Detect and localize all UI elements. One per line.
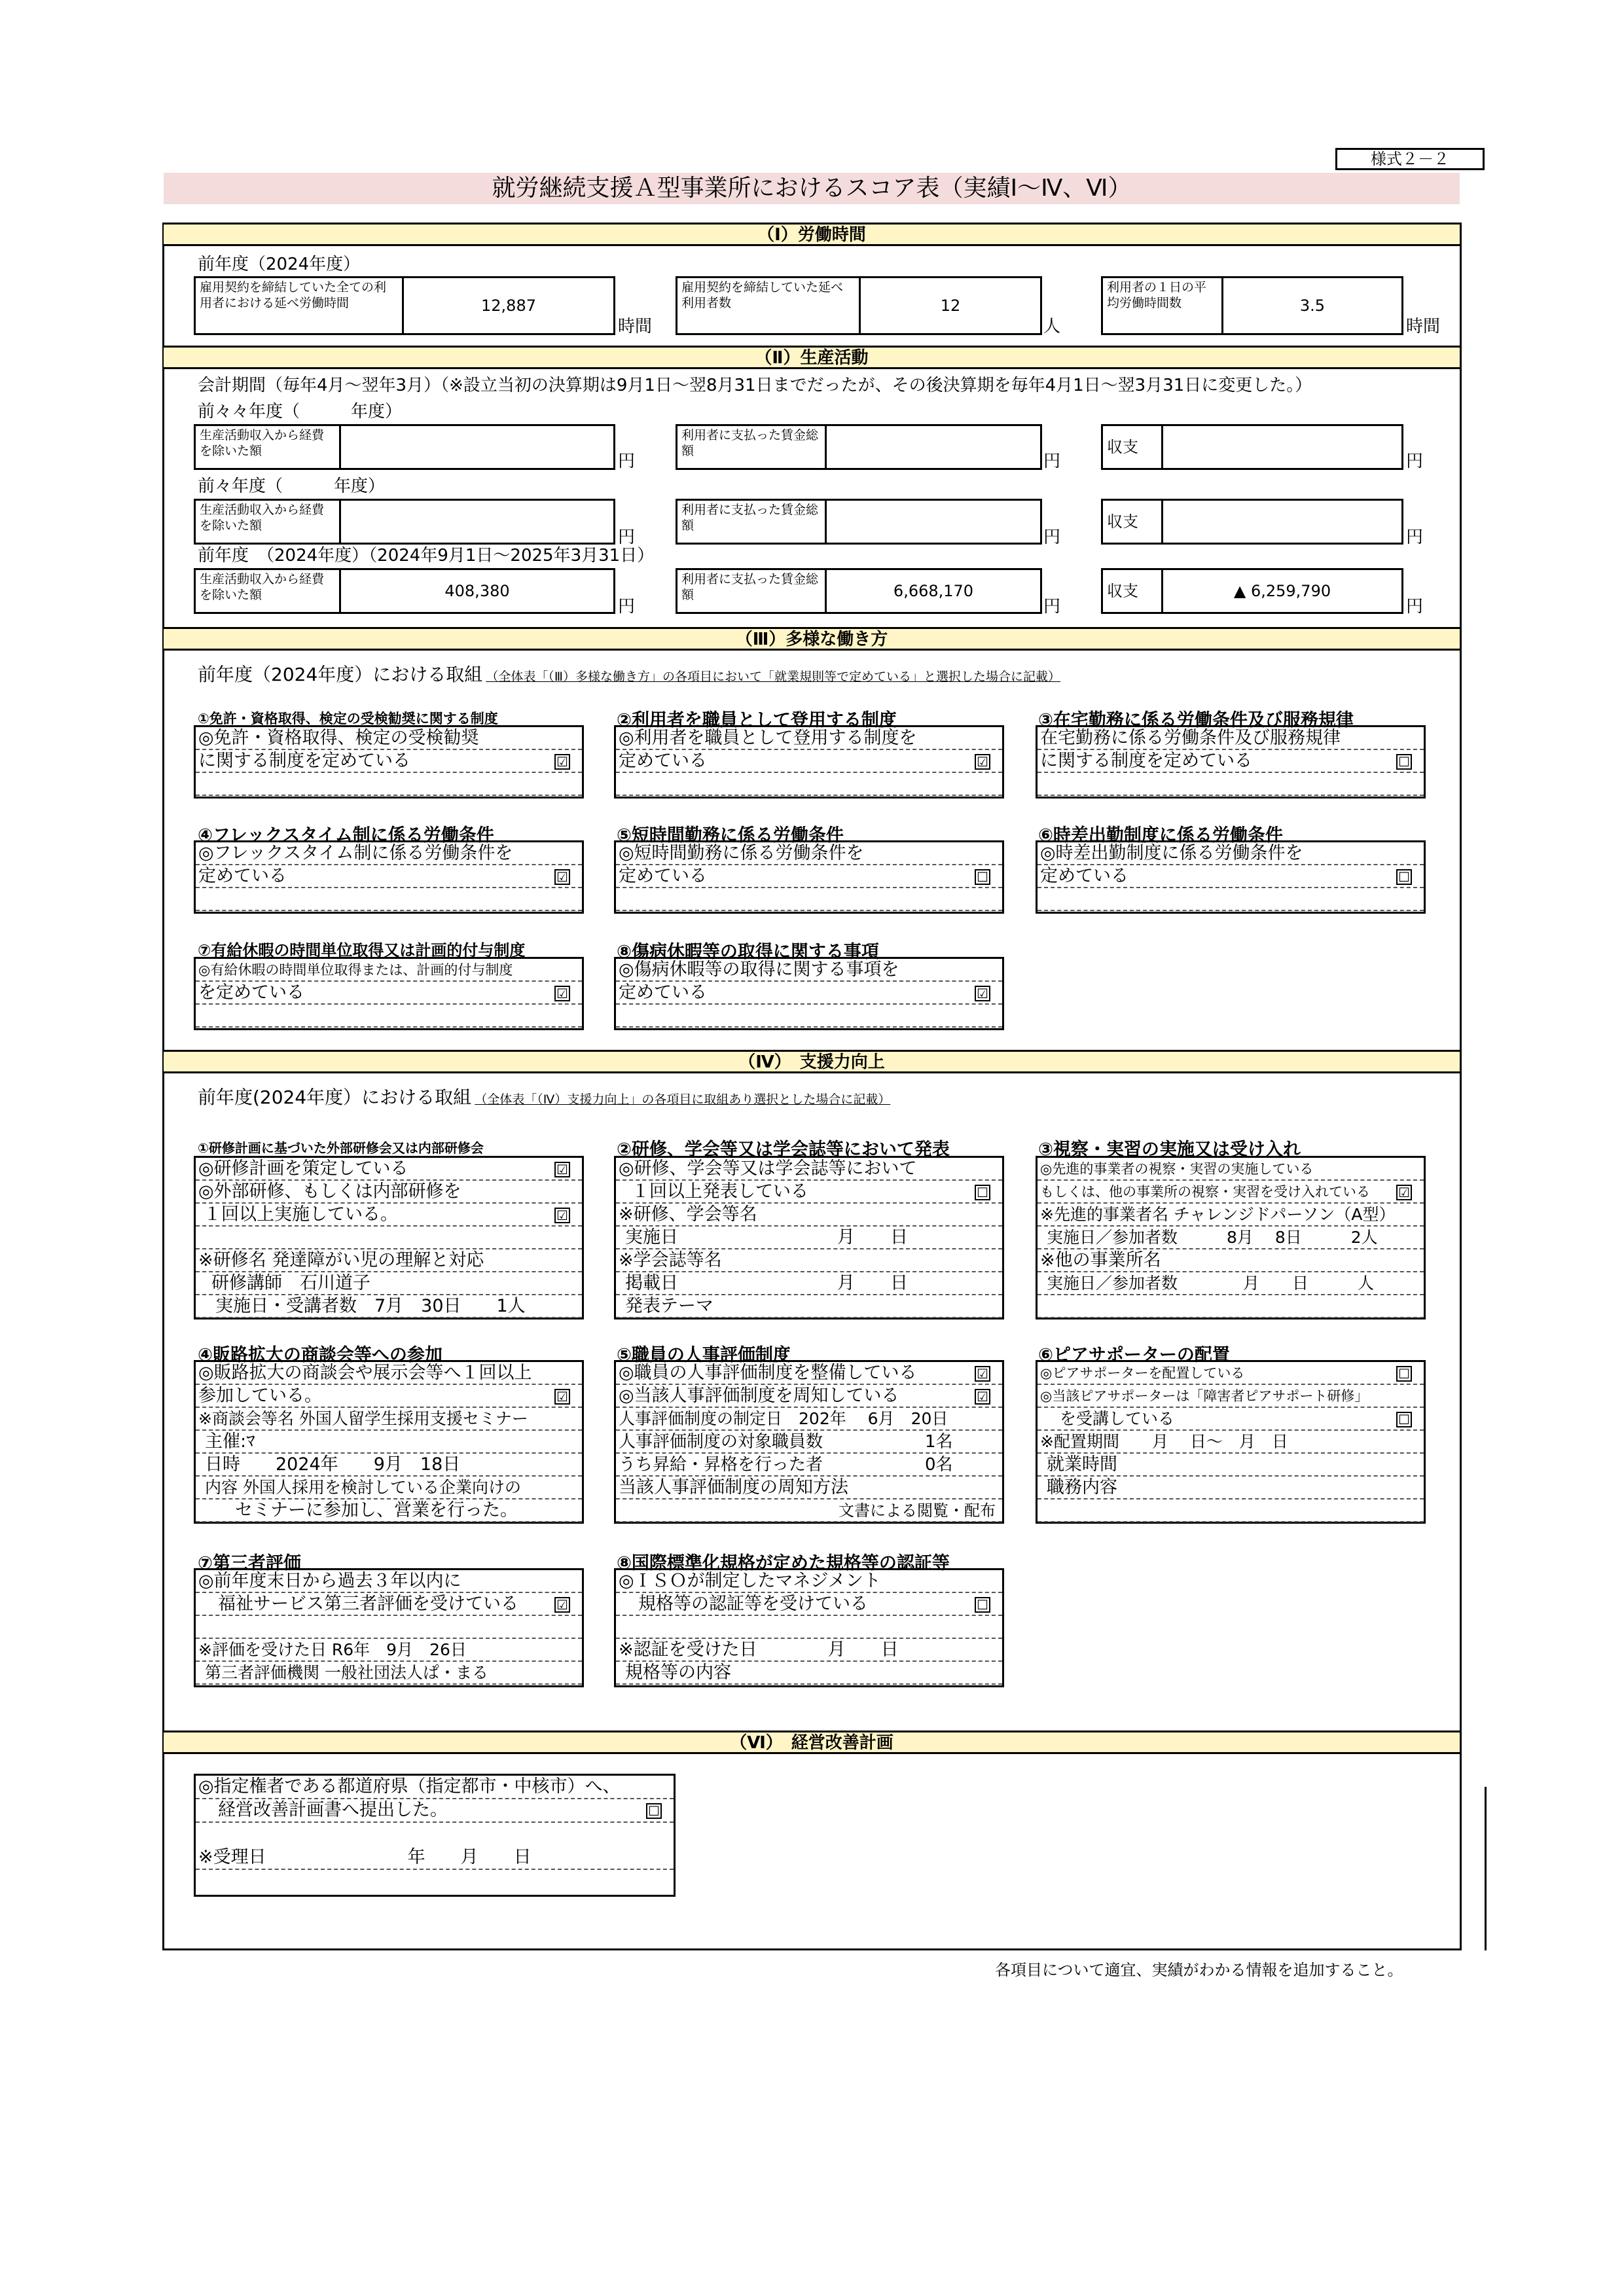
section-1-header: （Ⅰ）労働時間 — [164, 223, 1460, 246]
s3-intro-text: 前年度（2024年度）における取組 — [198, 664, 483, 685]
s2-row3-year: 前年度 （2024年度）（2024年9月1日～2025年3月31日） — [198, 546, 655, 565]
s4-c4-l1: ◎販路拡大の商談会や展示会等へ１回以上 — [196, 1362, 582, 1385]
s4-c2-l2-text: １回以上発表している — [632, 1181, 808, 1202]
s4-c2-l3: ※研修、学会等名 — [616, 1204, 1002, 1227]
checkbox[interactable]: ☐ — [975, 1597, 990, 1613]
s3-item3-line2 — [1038, 750, 1424, 773]
s3-item2 — [614, 725, 1004, 798]
s4-c5-l3: 人事評価制度の制定日 202年 6月 20日 — [616, 1408, 1002, 1431]
s3-item6-line3 — [1038, 888, 1424, 911]
s4-c7-l4: ※評価を受けた日 R6年 9月 26日 — [196, 1639, 582, 1662]
s4-c8 — [614, 1568, 1004, 1687]
s4-c6-l7 — [1038, 1499, 1424, 1522]
s4-c5-l2 — [616, 1385, 1002, 1408]
s3-item1-line2 — [196, 750, 582, 773]
s4-c4-l7: セミナーに参加し、営業を行った。 — [196, 1499, 582, 1522]
s3-item2-line2 — [616, 750, 1002, 773]
s4-c7 — [194, 1568, 584, 1687]
checkbox[interactable]: ☑ — [975, 754, 990, 770]
s4-c5-l7: 文書による閲覧・配布 — [616, 1499, 1002, 1522]
s4-c5-l1 — [616, 1362, 1002, 1385]
s4-c4-l2 — [196, 1385, 582, 1408]
checkbox[interactable]: ☐ — [1396, 754, 1412, 770]
s1-unit-hours: 時間 — [618, 317, 653, 336]
s1-avg-hours-value: 3.5 — [1299, 296, 1326, 315]
s4-c6-l2: ◎当該ピアサポーターは「障害者ピアサポート研修」 — [1038, 1385, 1424, 1408]
s3-item6-line2 — [1038, 865, 1424, 888]
s4-c1-l3 — [196, 1204, 582, 1227]
s3-item1-line3 — [196, 773, 582, 796]
s3-item7-line3 — [196, 1005, 582, 1028]
s3-item4-line3 — [196, 888, 582, 911]
s3-item6-title: ⑥時差出勤制度に係る労働条件 — [1038, 825, 1283, 846]
s3-item4-line2-text: 定めている — [198, 866, 287, 886]
s4-c4-title: ④販路拡大の商談会等への参加 — [198, 1345, 442, 1365]
s4-c6-l4: ※配置期間 月 日～ 月 日 — [1038, 1431, 1424, 1454]
s2-row3-wages — [676, 568, 1042, 614]
s3-item4-line1: ◎フレックスタイム制に係る労働条件を — [196, 842, 582, 865]
yen-unit: 円 — [1043, 528, 1061, 547]
s4-c5-l6: 当該人事評価制度の周知方法 — [616, 1477, 1002, 1499]
s3-item8-line2 — [616, 982, 1002, 1005]
s2-income-label: 生産活動収入から経費を除いた額 — [196, 426, 341, 468]
s6-l4: ※受理日 年 月 日 — [196, 1846, 674, 1870]
s3-item2-line2-text: 定めている — [619, 751, 707, 771]
s6-l3 — [196, 1823, 674, 1846]
page-title: 就労継続支援Ａ型事業所におけるスコア表（実績Ⅰ～Ⅳ、Ⅵ） — [164, 173, 1460, 204]
yen-unit: 円 — [618, 528, 636, 547]
s4-c4-l2-text: 参加している。 — [198, 1386, 322, 1406]
checkbox[interactable]: ☑ — [554, 1389, 570, 1405]
s4-c2-l1: ◎研修、学会等又は学会誌等において — [616, 1158, 1002, 1181]
section-4-header: （Ⅳ） 支援力向上 — [164, 1050, 1460, 1073]
s4-c6-l1 — [1038, 1362, 1424, 1385]
s4-c1-l6: 研修講師 石川道子 — [196, 1272, 582, 1295]
s3-item8 — [614, 957, 1004, 1030]
yen-unit: 円 — [1406, 528, 1424, 547]
s3-intro — [198, 664, 1060, 686]
yen-unit: 円 — [1043, 597, 1061, 617]
s4-c3-l1: ◎先進的事業者の視察・実習の実施している — [1038, 1158, 1424, 1181]
s3-item5 — [614, 840, 1004, 914]
section-6-header: （Ⅵ） 経営改善計画 — [164, 1731, 1460, 1754]
s1-users-value: 12 — [940, 296, 961, 315]
s4-c8-l5: 規格等の内容 — [616, 1662, 1002, 1685]
s4-c5-title: ⑤職員の人事評価制度 — [617, 1345, 791, 1365]
s1-total-hours-value: 12,887 — [481, 296, 536, 315]
checkbox[interactable]: ☑ — [554, 869, 570, 885]
s4-c6-l6: 職務内容 — [1038, 1477, 1424, 1499]
s4-c7-l5: 第三者評価機関 一般社団法人ぱ・まる — [196, 1662, 582, 1685]
s2-row1-wages-value — [827, 426, 1040, 468]
s4-c5 — [614, 1360, 1004, 1524]
s4-c7-l1: ◎前年度末日から過去３年以内に — [196, 1570, 582, 1593]
s4-c4-l3: ※商談会等名 外国人留学生採用支援セミナー — [196, 1408, 582, 1431]
s1-total-hours — [194, 276, 615, 335]
s6-l2 — [196, 1799, 674, 1823]
s4-c1-l3-text: １回以上実施している。 — [204, 1204, 398, 1225]
checkbox[interactable]: ☑ — [554, 1597, 570, 1613]
s4-c8-l2-text: 規格等の認証等を受けている — [638, 1594, 868, 1614]
s4-c4-l4: 主催:ﾏ — [196, 1431, 582, 1454]
s4-c8-l2 — [616, 1593, 1002, 1616]
s3-item1-line1: ◎免許・資格取得、検定の受検勧奨 — [196, 727, 582, 750]
form-code: 様式２－２ — [1335, 148, 1485, 170]
section-2-header: （Ⅱ）生産活動 — [164, 346, 1460, 369]
s2-row3-wages-value: 6,668,170 — [893, 582, 974, 600]
s3-item7 — [194, 957, 584, 1030]
footer-note: 各項目について適宜、実績がわかる情報を追加すること。 — [995, 1961, 1403, 1979]
checkbox[interactable]: ☐ — [646, 1803, 662, 1819]
s4-c1-l4 — [196, 1227, 582, 1249]
s4-c6-l1-text: ◎ピアサポーターを配置している — [1040, 1365, 1245, 1381]
s3-item7-line1: ◎有給休暇の時間単位取得または、計画的付与制度 — [196, 959, 582, 982]
s2-period: 会計期間（毎年4月～翌年3月）（※設立当初の決算期は9月1日～翌8月31日までだったが、その後決算期を毎年4月1日～翌3月31日に変更した。） — [198, 376, 1312, 395]
s4-c5-l2-text: ◎当該人事評価制度を周知している — [619, 1386, 899, 1406]
s1-total-hours-label: 雇用契約を締結していた全ての利用者における延べ労働時間 — [196, 278, 404, 333]
s4-c1-l7: 実施日・受講者数 7月 30日 1人 — [196, 1295, 582, 1318]
s3-item1 — [194, 725, 584, 798]
s2-balance-label: 収支 — [1103, 426, 1163, 468]
s3-item7-line2-text: を定めている — [198, 982, 304, 1003]
s4-c2-l6: 掲載日 月 日 — [616, 1272, 1002, 1295]
checkbox[interactable]: ☑ — [1396, 1185, 1412, 1200]
section-3-header: （Ⅲ）多様な働き方 — [164, 627, 1460, 651]
s4-c2 — [614, 1156, 1004, 1319]
s4-c6-l3 — [1038, 1408, 1424, 1431]
s3-item6 — [1036, 840, 1426, 914]
s3-item8-line1: ◎傷病休暇等の取得に関する事項を — [616, 959, 1002, 982]
s4-c6-l5: 就業時間 — [1038, 1454, 1424, 1477]
s4-c6-title: ⑥ピアサポーターの配置 — [1038, 1345, 1230, 1365]
checkbox[interactable]: ☑ — [554, 754, 570, 770]
s4-c5-l4: 人事評価制度の対象職員数 1名 — [616, 1431, 1002, 1454]
s3-item8-line3 — [616, 1005, 1002, 1028]
s4-c5-l5: うち昇給・昇格を行った者 0名 — [616, 1454, 1002, 1477]
s3-item4 — [194, 840, 584, 914]
s6-l1: ◎指定権者である都道府県（指定都市・中核市）へ、 — [196, 1776, 674, 1799]
s1-users-label: 雇用契約を締結していた延べ利用者数 — [677, 278, 861, 333]
s4-c5-l1-text: ◎職員の人事評価制度を整備している — [619, 1363, 917, 1383]
s3-item3-line2-text: に関する制度を定めている — [1040, 751, 1252, 771]
s3-item8-title: ⑧傷病休暇等の取得に関する事項 — [617, 942, 879, 962]
checkbox[interactable]: ☑ — [975, 1366, 990, 1382]
s4-c7-title: ⑦第三者評価 — [198, 1553, 301, 1573]
s4-c1-l2: ◎外部研修、もしくは内部研修を — [196, 1181, 582, 1204]
s4-c3-l6: 実施日／参加者数 月 日 人 — [1038, 1272, 1424, 1295]
s4-c2-l4: 実施日 月 日 — [616, 1227, 1002, 1249]
s4-c1 — [194, 1156, 584, 1319]
s3-item3-title: ③在宅勤務に係る労働条件及び服務規律 — [1038, 710, 1354, 730]
s3-item6-line2-text: 定めている — [1040, 866, 1128, 886]
checkbox[interactable]: ☐ — [975, 869, 990, 885]
right-margin-line — [1485, 1787, 1487, 1950]
s2-row1-year: 前々々年度（ 年度） — [198, 402, 403, 422]
s3-item5-line1: ◎短時間勤務に係る労働条件を — [616, 842, 1002, 865]
s2-row1-income — [194, 424, 615, 470]
s2-income-label: 生産活動収入から経費を除いた額 — [196, 570, 341, 612]
s2-row1-balance — [1101, 424, 1403, 470]
yen-unit: 円 — [618, 597, 636, 617]
s4-c8-l1: ◎ＩＳＯが制定したマネジメント — [616, 1570, 1002, 1593]
s1-users — [676, 276, 1042, 335]
s1-avg-hours — [1101, 276, 1403, 335]
s3-item7-title: ⑦有給休暇の時間単位取得又は計画的付与制度 — [198, 941, 526, 960]
s4-c1-l5: ※研修名 発達障がい児の理解と対応 — [196, 1249, 582, 1272]
s3-item2-line1: ◎利用者を職員として登用する制度を — [616, 727, 1002, 750]
yen-unit: 円 — [1406, 597, 1424, 617]
s2-balance-label: 収支 — [1103, 501, 1163, 543]
s4-c6-l3-text: を受講している — [1060, 1409, 1175, 1428]
checkbox[interactable]: ☐ — [1396, 1412, 1412, 1427]
yen-unit: 円 — [1406, 452, 1424, 471]
s3-item2-title: ②利用者を職員として登用する制度 — [617, 710, 897, 730]
checkbox[interactable]: ☐ — [1396, 869, 1412, 885]
s2-wages-label: 利用者に支払った賃金総額 — [677, 570, 827, 612]
s3-item3 — [1036, 725, 1426, 798]
s3-item5-line2-text: 定めている — [619, 866, 707, 886]
checkbox[interactable]: ☑ — [554, 986, 570, 1001]
s4-c4 — [194, 1360, 584, 1524]
s4-c2-l7: 発表テーマ — [616, 1295, 1002, 1318]
s4-c1-l1 — [196, 1158, 582, 1181]
s2-row3-income-value: 408,380 — [444, 582, 510, 600]
s2-row3-income — [194, 568, 615, 614]
s4-c2-l2 — [616, 1181, 1002, 1204]
s4-c1-l1-text: ◎研修計画を策定している — [198, 1158, 408, 1179]
s2-row1-income-value — [341, 426, 613, 468]
s2-balance-label: 収支 — [1103, 570, 1163, 612]
s6-l2-text: 経営改善計画書へ提出した。 — [218, 1800, 448, 1820]
s1-unit-people: 人 — [1043, 317, 1061, 336]
s4-c2-title: ②研修、学会等又は学会誌等において発表 — [617, 1139, 950, 1160]
s2-row2-income-value — [341, 501, 613, 543]
s4-intro-text: 前年度(2024年度）における取組 — [198, 1086, 472, 1108]
s4-c4-l6: 内容 外国人採用を検討している企業向けの — [196, 1477, 582, 1499]
s4-c8-title: ⑧国際標準化規格が定めた規格等の認証等 — [617, 1553, 950, 1573]
s2-row3-balance — [1101, 568, 1403, 614]
checkbox[interactable]: ☑ — [554, 1208, 570, 1223]
s4-c3-l7 — [1038, 1295, 1424, 1318]
s2-row2-balance-value — [1163, 501, 1401, 543]
s3-item5-line3 — [616, 888, 1002, 911]
s4-c6 — [1036, 1360, 1426, 1524]
s2-row2-wages — [676, 499, 1042, 545]
s2-row2-wages-value — [827, 501, 1040, 543]
s4-c7-l2 — [196, 1593, 582, 1616]
s3-item5-title: ⑤短時間勤務に係る労働条件 — [617, 825, 844, 846]
s4-c8-l3 — [616, 1616, 1002, 1639]
s2-row2-income — [194, 499, 615, 545]
s3-item1-title: ①免許・資格取得、検定の受検勧奨に関する制度 — [198, 711, 498, 726]
s4-c3-l2 — [1038, 1181, 1424, 1204]
s4-c3-l3: ※先進的事業者名 チャレンジドパーソン（A型） — [1038, 1204, 1424, 1227]
checkbox[interactable]: ☐ — [1396, 1366, 1412, 1382]
checkbox[interactable]: ☑ — [975, 986, 990, 1001]
s4-intro — [198, 1086, 890, 1109]
s4-c3-title: ③視察・実習の実施又は受け入れ — [1038, 1139, 1301, 1160]
checkbox[interactable]: ☐ — [975, 1185, 990, 1200]
s2-wages-label: 利用者に支払った賃金総額 — [677, 501, 827, 543]
s2-row3-balance-value: ▲ 6,259,790 — [1233, 582, 1331, 600]
s4-c4-l5: 日時 2024年 9月 18日 — [196, 1454, 582, 1477]
s3-item8-line2-text: 定めている — [619, 982, 707, 1003]
s4-c1-title: ①研修計画に基づいた外部研修会又は内部研修会 — [198, 1140, 484, 1156]
s4-intro-note: （全体表「（Ⅳ）支援力向上」の各項目に取組あり選択とした場合に記載） — [475, 1092, 891, 1107]
checkbox[interactable]: ☑ — [554, 1162, 570, 1177]
s4-c7-l2-text: 福祉サービス第三者評価を受けている — [218, 1594, 518, 1614]
s3-item6-line1: ◎時差出勤制度に係る労働条件を — [1038, 842, 1424, 865]
s3-item2-line3 — [616, 773, 1002, 796]
s2-income-label: 生産活動収入から経費を除いた額 — [196, 501, 341, 543]
s4-c3-l2-text: もしくは、他の事業所の視察・実習を受け入れている — [1040, 1184, 1370, 1200]
s2-row2-balance — [1101, 499, 1403, 545]
yen-unit: 円 — [1043, 452, 1061, 471]
s4-c7-l3 — [196, 1616, 582, 1639]
s3-item3-line3 — [1038, 773, 1424, 796]
s2-row2-year: 前々年度（ 年度） — [198, 476, 386, 496]
s4-c8-l4: ※認証を受けた日 月 日 — [616, 1639, 1002, 1662]
s1-unit-hours-2: 時間 — [1406, 317, 1441, 336]
s1-avg-hours-label: 利用者の１日の平均労働時間数 — [1103, 278, 1223, 333]
s3-item4-title: ④フレックスタイム制に係る労働条件 — [198, 825, 494, 846]
s4-c3 — [1036, 1156, 1426, 1319]
s3-item4-line2 — [196, 865, 582, 888]
s1-year: 前年度（2024年度） — [198, 255, 361, 274]
s3-item3-line1: 在宅勤務に係る労働条件及び服務規律 — [1038, 727, 1424, 750]
s6-box — [194, 1774, 676, 1897]
s2-row1-balance-value — [1163, 426, 1401, 468]
s4-c3-l5: ※他の事業所名 — [1038, 1249, 1424, 1272]
s4-c2-l5: ※学会誌等名 — [616, 1249, 1002, 1272]
s4-c3-l4: 実施日／参加者数 8月 8日 2人 — [1038, 1227, 1424, 1249]
s3-item5-line2 — [616, 865, 1002, 888]
checkbox[interactable]: ☑ — [975, 1389, 990, 1405]
yen-unit: 円 — [618, 452, 636, 471]
s2-wages-label: 利用者に支払った賃金総額 — [677, 426, 827, 468]
s3-item7-line2 — [196, 982, 582, 1005]
s3-item1-line2-text: に関する制度を定めている — [198, 751, 410, 771]
s3-intro-note: （全体表「（Ⅲ）多様な働き方」の各項目において「就業規則等で定めている」と選択した場合に記載） — [486, 670, 1060, 684]
s2-row1-wages — [676, 424, 1042, 470]
